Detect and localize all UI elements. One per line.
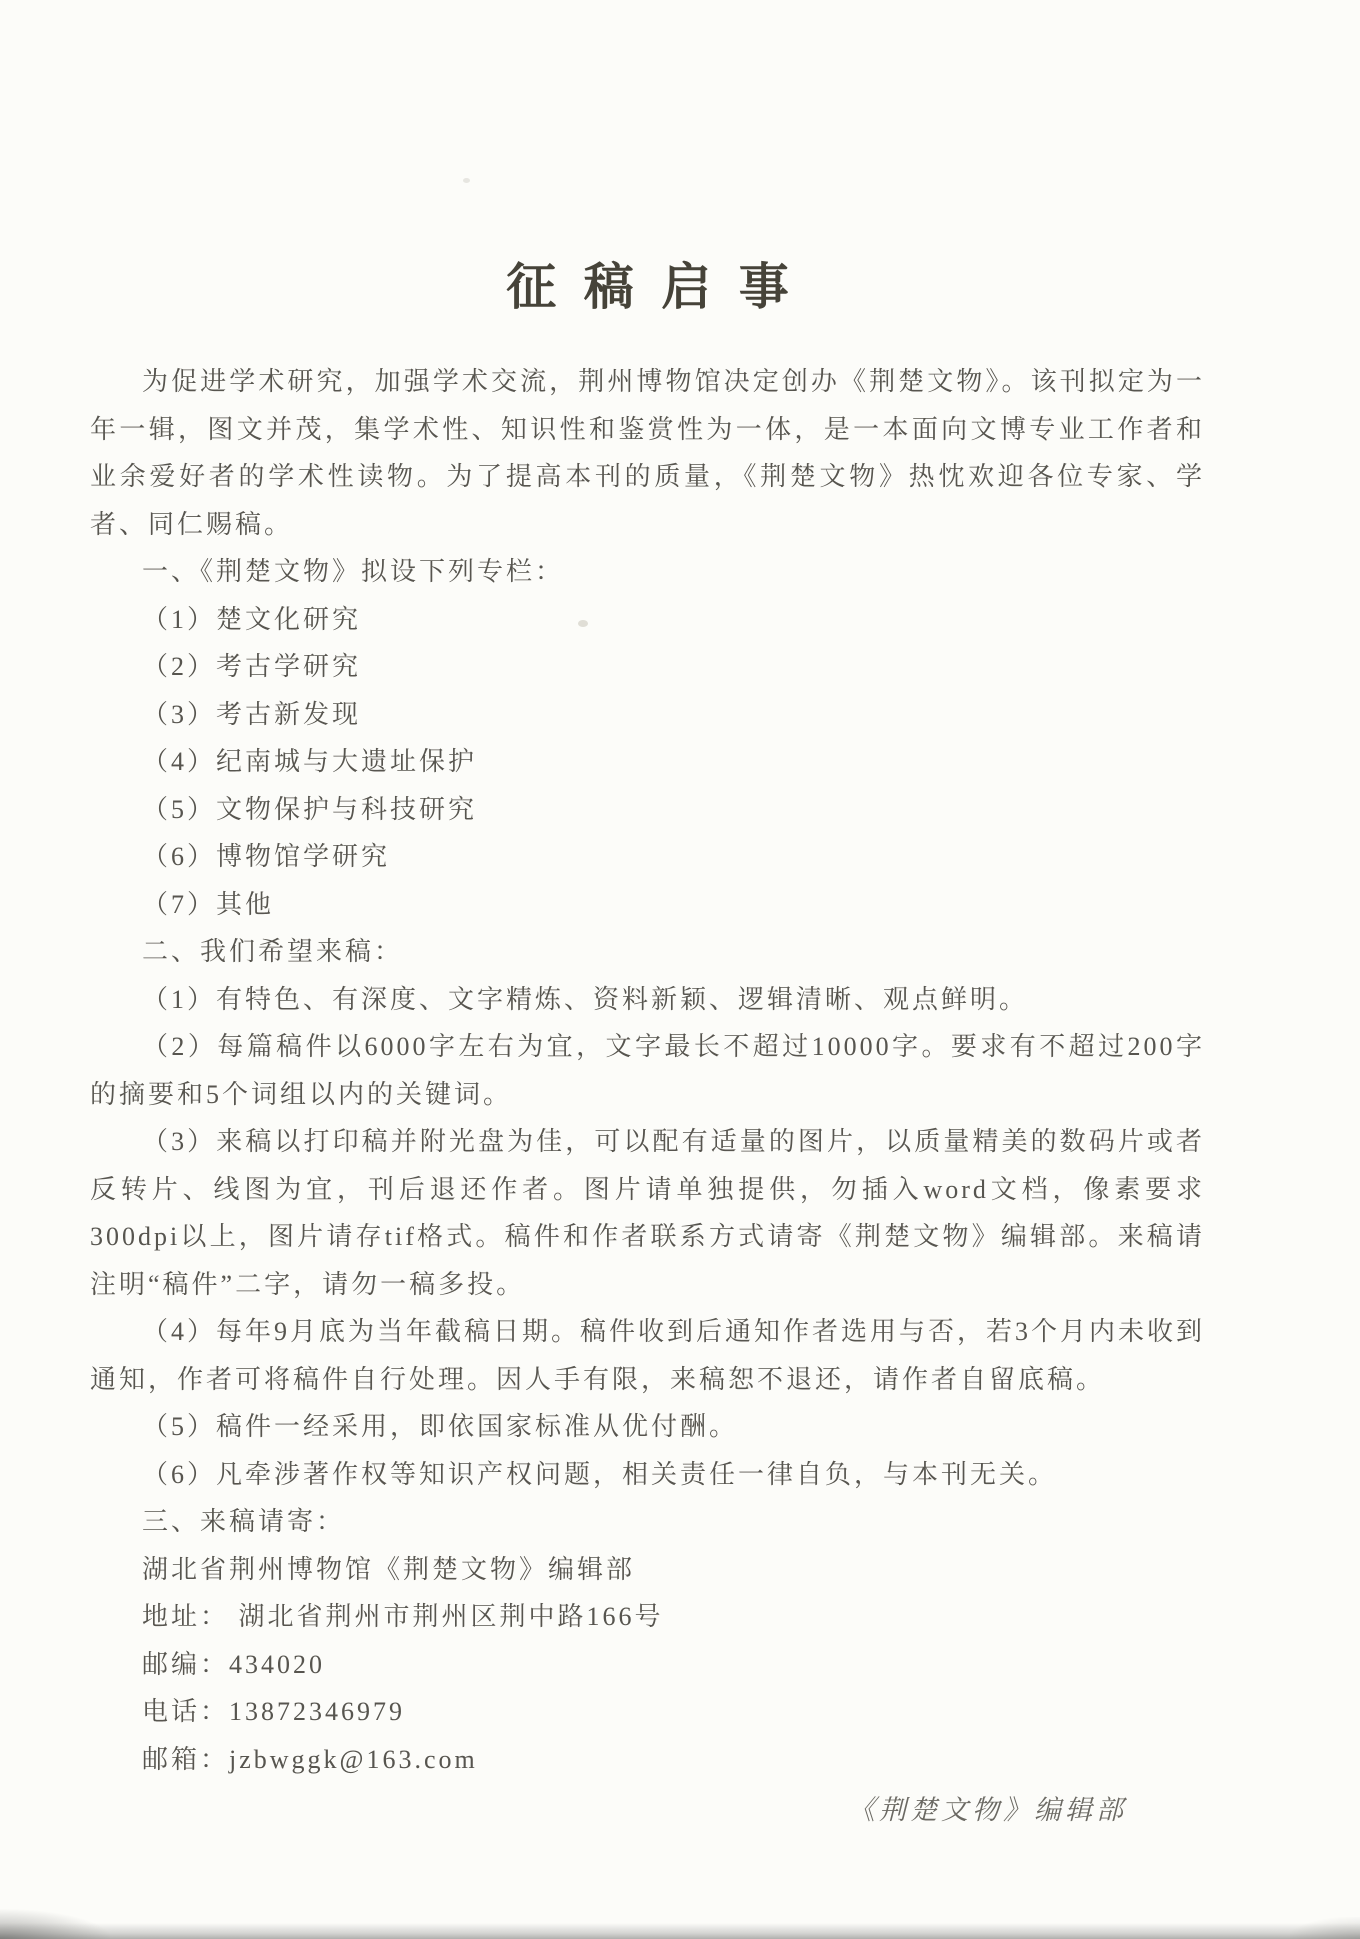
section2-item: （1）有特色、有深度、文字精炼、资料新颖、逻辑清晰、观点鲜明。 bbox=[142, 984, 1029, 1014]
page-content bbox=[90, 0, 1205, 1835]
section1-item: （2）考古学研究 bbox=[142, 652, 362, 681]
section1-item: （1）楚文化研究 bbox=[142, 604, 362, 634]
section2-item: （3）来稿以打印稿并附光盘为佳，可以配有适量的图片，以质量精美的数码片或者反转片、线图为宜，刊后退还作者。图片请单独提供，勿插入word文档，像素要求300dpi以上，图片请存tif格式。稿件和作者联系方式请寄《荆楚文物》编辑部。来稿请注明“稿件”二字，请勿一稿多投。 bbox=[90, 1127, 1205, 1299]
section1-item: （3）考古新发现 bbox=[142, 699, 362, 729]
contact-line-email: 邮箱：jzbwggk@163.com bbox=[142, 1744, 478, 1774]
scan-speck bbox=[463, 178, 470, 183]
section3-heading: 三、来稿请寄： bbox=[142, 1507, 346, 1536]
scan-corner-shadow bbox=[1290, 1917, 1360, 1939]
section1-item: （6）博物馆学研究 bbox=[142, 842, 391, 871]
scan-corner-shadow bbox=[0, 1909, 110, 1939]
scan-edge-shadow bbox=[0, 1923, 1360, 1939]
section1-item: （5）文物保护与科技研究 bbox=[142, 794, 478, 824]
section1-heading: 一、《荆楚文物》拟设下列专栏： bbox=[142, 557, 565, 586]
contact-line-editorial: 湖北省荆州博物馆《荆楚文物》编辑部 bbox=[142, 1554, 636, 1584]
page-title: 征稿启事 bbox=[506, 259, 817, 315]
contact-line-phone: 电话：13872346979 bbox=[142, 1697, 406, 1726]
signature: 《荆楚文物》编辑部 bbox=[848, 1795, 1127, 1825]
section1-item: （7）其他 bbox=[142, 889, 275, 919]
contact-line-address: 地址： 湖北省荆州市荆州区荆中路166号 bbox=[142, 1602, 664, 1631]
section2-item: （2）每篇稿件以6000字左右为宜，文字最长不超过10000字。要求有不超过200字的摘要和5个词组以内的关键词。 bbox=[90, 1032, 1205, 1109]
intro-paragraph: 为促进学术研究，加强学术交流，荆州博物馆决定创办《荆楚文物》。该刊拟定为一年一辑，图文并茂，集学术性、知识性和鉴赏性为一体，是一本面向文博专业工作者和业余爱好者的学术性读物。为了提高本刊的质量，《荆楚文物》热忱欢迎各位专家、学者、同仁赐稿。 bbox=[90, 367, 1205, 539]
section1-item: （4）纪南城与大遗址保护 bbox=[142, 747, 478, 776]
contact-line-postcode: 邮编：434020 bbox=[142, 1649, 326, 1679]
scan-speck bbox=[578, 620, 588, 627]
body-text bbox=[90, 358, 1205, 1835]
section2-heading: 二、我们希望来稿： bbox=[142, 937, 404, 966]
section2-item: （5）稿件一经采用，即依国家标准从优付酬。 bbox=[142, 1412, 739, 1441]
section2-item: （6）凡牵涉著作权等知识产权问题，相关责任一律自负，与本刊无关。 bbox=[142, 1459, 1058, 1489]
section2-item: （4）每年9月底为当年截稿日期。稿件收到后通知作者选用与否，若3个月内未收到通知，作者可将稿件自行处理。因人手有限，来稿恕不退还，请作者自留底稿。 bbox=[90, 1317, 1206, 1394]
